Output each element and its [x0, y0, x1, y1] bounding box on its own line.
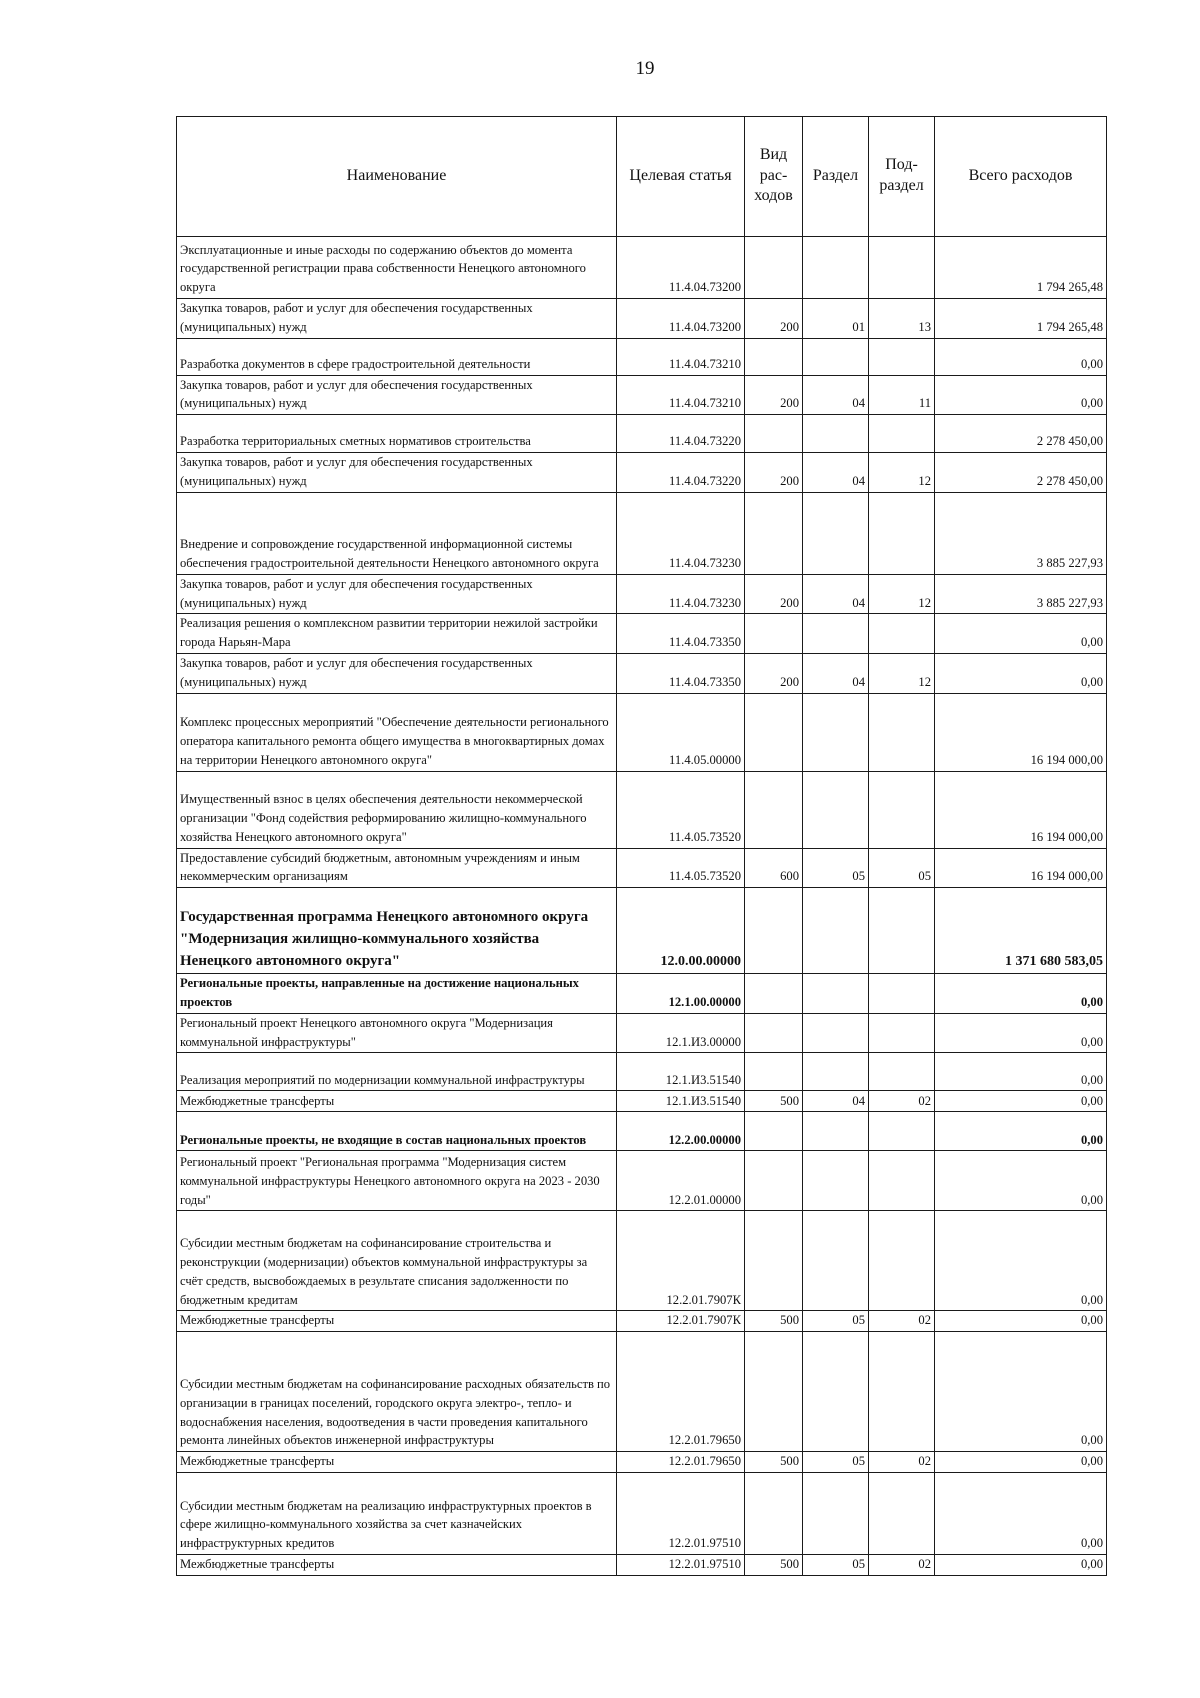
cell-subsection: [869, 1112, 935, 1151]
table-row: [177, 1053, 1107, 1091]
cell-section: [803, 888, 869, 974]
cell-target-article: 12.2.01.97510: [617, 1472, 745, 1554]
table-row: [177, 1332, 1107, 1452]
cell-name: Предоставление субсидий бюджетным, автономным учреждениям и иным некоммерческим организациям: [177, 848, 617, 888]
table-row: [177, 693, 1107, 771]
cell-total: 3 885 227,93: [935, 492, 1107, 574]
cell-total: 0,00: [935, 1332, 1107, 1452]
cell-subsection: 02: [869, 1311, 935, 1332]
cell-expense-kind: [745, 974, 803, 1014]
cell-section: 05: [803, 848, 869, 888]
cell-expense-kind: 600: [745, 848, 803, 888]
cell-section: [803, 1053, 869, 1091]
cell-total: 0,00: [935, 614, 1107, 654]
table-row-subtotal: [177, 974, 1107, 1014]
cell-expense-kind: [745, 1211, 803, 1311]
cell-name: Разработка документов в сфере градостроительной деятельности: [177, 338, 617, 375]
cell-total: 1 371 680 583,05: [935, 888, 1107, 974]
cell-subsection: [869, 1472, 935, 1554]
table-row: [177, 237, 1107, 299]
cell-total: 0,00: [935, 1112, 1107, 1151]
cell-subsection: [869, 415, 935, 453]
cell-expense-kind: 200: [745, 574, 803, 614]
table-row: [177, 1452, 1107, 1473]
cell-expense-kind: [745, 1151, 803, 1211]
cell-section: 05: [803, 1452, 869, 1473]
cell-name: Государственная программа Ненецкого автономного округа "Модернизация жилищно-коммунального хозяйства Ненецкого автономного округа": [177, 888, 617, 974]
cell-total: 0,00: [935, 974, 1107, 1014]
cell-expense-kind: 200: [745, 653, 803, 693]
cell-target-article: 12.1.И3.51540: [617, 1091, 745, 1112]
table-header-row: [177, 117, 1107, 237]
table-row: [177, 653, 1107, 693]
table-row: [177, 1311, 1107, 1332]
cell-expense-kind: [745, 888, 803, 974]
cell-name: Внедрение и сопровождение государственной информационной системы обеспечения градостроительной деятельности Ненецкого автономного округа: [177, 492, 617, 574]
cell-name: Субсидии местным бюджетам на реализацию инфраструктурных проектов в сфере жилищно-коммунального хозяйства за счет казначейских инфраструктурных кредитов: [177, 1472, 617, 1554]
cell-total: 1 794 265,48: [935, 299, 1107, 339]
cell-expense-kind: [745, 614, 803, 654]
cell-total: 1 794 265,48: [935, 237, 1107, 299]
cell-subsection: [869, 237, 935, 299]
cell-name: Межбюджетные трансферты: [177, 1091, 617, 1112]
cell-name: Закупка товаров, работ и услуг для обеспечения государственных (муниципальных) нужд: [177, 574, 617, 614]
table-row: [177, 848, 1107, 888]
cell-total: 0,00: [935, 1472, 1107, 1554]
cell-section: [803, 693, 869, 771]
cell-subsection: [869, 771, 935, 848]
cell-name: Закупка товаров, работ и услуг для обеспечения государственных (муниципальных) нужд: [177, 299, 617, 339]
cell-expense-kind: [745, 693, 803, 771]
header-expense-kind: Вид рас- ходов: [745, 117, 803, 237]
cell-target-article: 11.4.04.73200: [617, 237, 745, 299]
cell-subsection: [869, 1211, 935, 1311]
cell-name: Региональный проект Ненецкого автономного округа "Модернизация коммунальной инфраструктуры": [177, 1013, 617, 1053]
cell-expense-kind: 500: [745, 1311, 803, 1332]
cell-expense-kind: [745, 1112, 803, 1151]
cell-subsection: 13: [869, 299, 935, 339]
table-row: [177, 338, 1107, 375]
cell-target-article: 11.4.05.73520: [617, 848, 745, 888]
cell-section: 04: [803, 453, 869, 493]
cell-target-article: 11.4.04.73210: [617, 375, 745, 415]
table-row: [177, 1151, 1107, 1211]
cell-target-article: 12.2.01.00000: [617, 1151, 745, 1211]
cell-expense-kind: 500: [745, 1091, 803, 1112]
cell-subsection: 02: [869, 1554, 935, 1575]
cell-expense-kind: [745, 1053, 803, 1091]
budget-table: [176, 116, 1107, 1576]
cell-target-article: 11.4.05.73520: [617, 771, 745, 848]
header-section: Раздел: [803, 117, 869, 237]
cell-section: [803, 338, 869, 375]
cell-section: 05: [803, 1311, 869, 1332]
table-row: [177, 492, 1107, 574]
cell-total: 2 278 450,00: [935, 415, 1107, 453]
cell-name: Субсидии местным бюджетам на софинансирование строительства и реконструкции (модернизации) объектов коммунальной инфраструктуры за счёт средств, высвобождаемых в результате списания задолженности по бюджетным кредитам: [177, 1211, 617, 1311]
table-row: [177, 614, 1107, 654]
cell-subsection: [869, 338, 935, 375]
cell-total: 0,00: [935, 1013, 1107, 1053]
cell-target-article: 12.1.И3.00000: [617, 1013, 745, 1053]
cell-target-article: 11.4.04.73350: [617, 653, 745, 693]
cell-total: 0,00: [935, 375, 1107, 415]
cell-name: Межбюджетные трансферты: [177, 1311, 617, 1332]
cell-section: [803, 1332, 869, 1452]
cell-target-article: 12.1.И3.51540: [617, 1053, 745, 1091]
cell-target-article: 12.1.00.00000: [617, 974, 745, 1014]
cell-expense-kind: 500: [745, 1452, 803, 1473]
cell-target-article: 12.2.00.00000: [617, 1112, 745, 1151]
cell-name: Реализация мероприятий по модернизации коммунальной инфраструктуры: [177, 1053, 617, 1091]
cell-total: 16 194 000,00: [935, 848, 1107, 888]
cell-total: 0,00: [935, 1211, 1107, 1311]
table-row: [177, 1091, 1107, 1112]
header-name: Наименование: [177, 117, 617, 237]
cell-section: 04: [803, 375, 869, 415]
cell-target-article: 11.4.04.73230: [617, 492, 745, 574]
table-row: [177, 1554, 1107, 1575]
cell-name: Субсидии местным бюджетам на софинансирование расходных обязательств по организации в границах поселений, городского округа электро-, тепло- и водоснабжения населения, водоотведения в части проведения капитального ремонта линейных объектов инженерной инфраструктуры: [177, 1332, 617, 1452]
cell-subsection: 12: [869, 653, 935, 693]
cell-target-article: 12.2.01.79650: [617, 1332, 745, 1452]
cell-expense-kind: 200: [745, 453, 803, 493]
cell-name: Межбюджетные трансферты: [177, 1452, 617, 1473]
cell-expense-kind: [745, 492, 803, 574]
cell-section: [803, 1013, 869, 1053]
cell-target-article: 11.4.04.73350: [617, 614, 745, 654]
cell-target-article: 11.4.04.73230: [617, 574, 745, 614]
cell-subsection: [869, 974, 935, 1014]
cell-expense-kind: [745, 1472, 803, 1554]
cell-total: 0,00: [935, 1151, 1107, 1211]
cell-name: Закупка товаров, работ и услуг для обеспечения государственных (муниципальных) нужд: [177, 653, 617, 693]
cell-subsection: [869, 693, 935, 771]
cell-target-article: 11.4.04.73210: [617, 338, 745, 375]
cell-expense-kind: [745, 338, 803, 375]
cell-total: 0,00: [935, 653, 1107, 693]
cell-expense-kind: [745, 771, 803, 848]
header-total: Всего расходов: [935, 117, 1107, 237]
cell-expense-kind: [745, 1332, 803, 1452]
cell-total: 16 194 000,00: [935, 771, 1107, 848]
table-row: [177, 1211, 1107, 1311]
cell-target-article: 11.4.04.73220: [617, 453, 745, 493]
table-row: [177, 299, 1107, 339]
cell-name: Реализация решения о комплексном развитии территории нежилой застройки города Нарьян-Мара: [177, 614, 617, 654]
cell-subsection: [869, 1053, 935, 1091]
page-number: 19: [635, 58, 655, 79]
cell-target-article: 12.0.00.00000: [617, 888, 745, 974]
cell-name: Региональный проект "Региональная программа "Модернизация систем коммунальной инфраструктуры Ненецкого автономного округа на 2023 - 2030 годы": [177, 1151, 617, 1211]
cell-target-article: 11.4.04.73220: [617, 415, 745, 453]
cell-subsection: [869, 492, 935, 574]
cell-name: Комплекс процессных мероприятий "Обеспечение деятельности регионального оператора капитального ремонта общего имущества в многоквартирных домах на территории Ненецкого автономного округа": [177, 693, 617, 771]
cell-expense-kind: 200: [745, 299, 803, 339]
cell-name: Имущественный взнос в целях обеспечения деятельности некоммерческой организации "Фонд содействия реформированию жилищно-коммунального хозяйства Ненецкого автономного округа": [177, 771, 617, 848]
cell-name: Закупка товаров, работ и услуг для обеспечения государственных (муниципальных) нужд: [177, 453, 617, 493]
table-row: [177, 771, 1107, 848]
cell-total: 0,00: [935, 1452, 1107, 1473]
table-row: [177, 453, 1107, 493]
cell-subsection: [869, 1013, 935, 1053]
cell-subsection: 11: [869, 375, 935, 415]
cell-subsection: [869, 888, 935, 974]
cell-subsection: 02: [869, 1452, 935, 1473]
cell-total: 0,00: [935, 1311, 1107, 1332]
table-row: [177, 574, 1107, 614]
table-row: [177, 415, 1107, 453]
cell-target-article: 12.2.01.79650: [617, 1452, 745, 1473]
cell-section: [803, 974, 869, 1014]
cell-total: 2 278 450,00: [935, 453, 1107, 493]
header-target-article: Целевая статья: [617, 117, 745, 237]
cell-name: Региональные проекты, направленные на достижение национальных проектов: [177, 974, 617, 1014]
cell-expense-kind: 200: [745, 375, 803, 415]
cell-subsection: [869, 614, 935, 654]
cell-subsection: 12: [869, 574, 935, 614]
cell-subsection: 12: [869, 453, 935, 493]
cell-expense-kind: [745, 237, 803, 299]
cell-section: [803, 1151, 869, 1211]
cell-section: [803, 1472, 869, 1554]
table-row: [177, 1013, 1107, 1053]
cell-section: [803, 492, 869, 574]
cell-name: Закупка товаров, работ и услуг для обеспечения государственных (муниципальных) нужд: [177, 375, 617, 415]
cell-expense-kind: [745, 415, 803, 453]
cell-target-article: 12.2.01.7907К: [617, 1311, 745, 1332]
cell-subsection: 05: [869, 848, 935, 888]
cell-section: [803, 237, 869, 299]
cell-total: 16 194 000,00: [935, 693, 1107, 771]
cell-name: Региональные проекты, не входящие в состав национальных проектов: [177, 1112, 617, 1151]
cell-section: 04: [803, 574, 869, 614]
cell-subsection: 02: [869, 1091, 935, 1112]
cell-section: [803, 1112, 869, 1151]
cell-expense-kind: [745, 1013, 803, 1053]
table-row: [177, 1472, 1107, 1554]
cell-section: 01: [803, 299, 869, 339]
cell-name: Разработка территориальных сметных нормативов строительства: [177, 415, 617, 453]
header-subsection: Под- раздел: [869, 117, 935, 237]
cell-expense-kind: 500: [745, 1554, 803, 1575]
cell-section: 05: [803, 1554, 869, 1575]
cell-section: [803, 614, 869, 654]
cell-subsection: [869, 1151, 935, 1211]
cell-target-article: 12.2.01.97510: [617, 1554, 745, 1575]
cell-subsection: [869, 1332, 935, 1452]
cell-target-article: 11.4.04.73200: [617, 299, 745, 339]
cell-target-article: 12.2.01.7907К: [617, 1211, 745, 1311]
cell-name: Межбюджетные трансферты: [177, 1554, 617, 1575]
cell-section: [803, 415, 869, 453]
cell-total: 0,00: [935, 338, 1107, 375]
table-row: [177, 375, 1107, 415]
cell-total: 0,00: [935, 1053, 1107, 1091]
table-row-program: [177, 888, 1107, 974]
cell-total: 0,00: [935, 1091, 1107, 1112]
cell-total: 3 885 227,93: [935, 574, 1107, 614]
cell-section: 04: [803, 1091, 869, 1112]
cell-section: [803, 1211, 869, 1311]
table-row-subtotal: [177, 1112, 1107, 1151]
cell-name: Эксплуатационные и иные расходы по содержанию объектов до момента государственной регистрации права собственности Ненецкого автономного округа: [177, 237, 617, 299]
cell-section: [803, 771, 869, 848]
cell-section: 04: [803, 653, 869, 693]
cell-target-article: 11.4.05.00000: [617, 693, 745, 771]
cell-total: 0,00: [935, 1554, 1107, 1575]
